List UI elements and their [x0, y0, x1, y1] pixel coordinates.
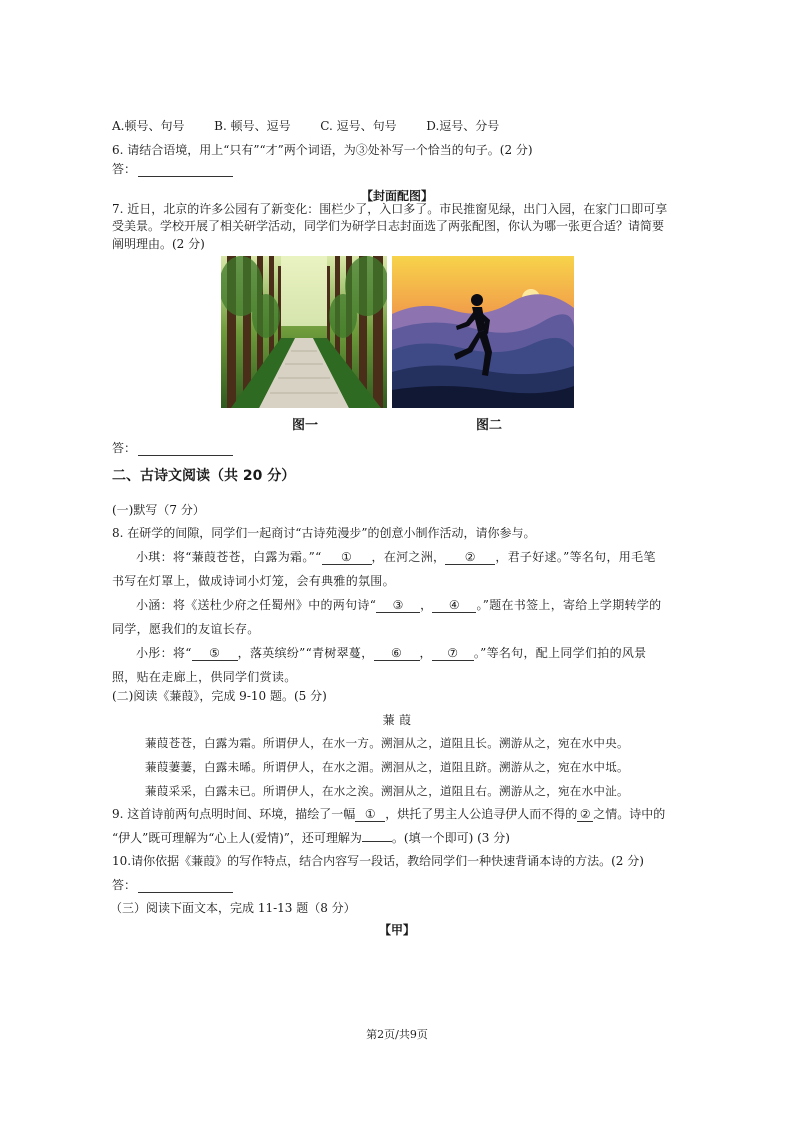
q8-han-line2: 同学，愿我们的友谊长存。	[112, 622, 260, 636]
blank-1[interactable]: ①	[322, 551, 372, 565]
option-c: C. 逗号、句号	[320, 119, 397, 133]
answer-blank[interactable]	[138, 443, 233, 456]
blank-7[interactable]: ⑦	[432, 647, 474, 661]
page-footer: 第2页/共9页	[366, 1028, 428, 1041]
q7-line2: 受美景。学校开展了相关研学活动，同学们为研学日志封面选了两张配图，你认为哪一张更合适？请简要	[112, 219, 665, 233]
jia-label: 【甲】	[378, 923, 415, 937]
q8-tong-line1: 小彤：将“ ⑤ ，落英缤纷”“青树翠蔓， ⑥ ， ⑦ 。”等名句，配上同学们拍的风景	[136, 646, 647, 660]
q7-answer	[112, 440, 233, 456]
poem-title: 蒹 葭	[382, 713, 412, 727]
blank-2[interactable]: ②	[445, 551, 495, 565]
poem-stanza-2: 蒹葭萋萋，白露未晞。所谓伊人，在水之湄。溯洄从之，道阻且跻。溯游从之，宛在水中坻。	[145, 760, 629, 774]
q8-intro: 8. 在研学的间隙，同学们一起商讨“古诗苑漫步”的创意小制作活动，请你参与。	[112, 526, 536, 540]
figure-2-caption: 图二	[476, 418, 503, 433]
answer-blank[interactable]	[138, 880, 233, 893]
option-a: A.顿号、句号	[112, 119, 185, 133]
q10-answer	[112, 877, 233, 893]
blank-4[interactable]: ④	[432, 599, 476, 613]
cover-section-title: 【封面配图】	[360, 189, 433, 203]
answer-label: 答：	[112, 878, 137, 892]
option-b: B. 顿号、逗号	[214, 119, 291, 133]
q9-line2: “伊人”既可理解为“心上人(爱情)”，还可理解为 。(填一个即可) (3 分)	[112, 831, 510, 845]
part-3-title: （三）阅读下面文本，完成 11-13 题（8 分）	[110, 901, 356, 915]
q9-blank-1[interactable]: ①	[355, 808, 385, 822]
q6-answer	[112, 161, 233, 177]
blank-5[interactable]: ⑤	[192, 647, 238, 661]
answer-label: 答：	[112, 162, 137, 176]
q9-line1: 9. 这首诗前两句点明时间、环境，描绘了一幅 ① ，烘托了男主人公追寻伊人而不得的 ② 之情。诗中的	[112, 807, 666, 821]
q8-han-line1: 小涵：将《送杜少府之任蜀州》中的两句诗“ ③ ， ④ 。”题在书签上，寄给上学期转学的	[136, 598, 662, 612]
q7-line3: 阐明理由。(2 分)	[112, 237, 205, 251]
blank-6[interactable]: ⑥	[374, 647, 420, 661]
q8-tong-line2: 照，贴在走廊上，供同学们赏读。	[112, 670, 297, 684]
part-1-title: (一)默写（7 分）	[112, 503, 205, 517]
q5-options	[112, 118, 499, 134]
q10-prompt: 10.请你依据《蒹葭》的写作特点，结合内容写一段话，教给同学们一种快速背诵本诗的方法。(2 分)	[112, 854, 644, 868]
figure-2-runner-silhouette	[392, 256, 574, 408]
figure-1-caption: 图一	[292, 418, 319, 433]
part-2-title: (二)阅读《蒹葭》，完成 9-10 题。(5 分)	[112, 689, 327, 703]
q8-qi-line2: 书写在灯罩上，做成诗词小灯笼，会有典雅的氛围。	[112, 574, 395, 588]
q6-prompt: 6. 请结合语境，用上“只有”“才”两个词语，为③处补写一个恰当的句子。(2 分)	[112, 143, 533, 157]
answer-label: 答：	[112, 441, 137, 455]
option-d: D.逗号、分号	[426, 119, 500, 133]
figure-1-forest-path	[221, 256, 387, 408]
blank-3[interactable]: ③	[376, 599, 420, 613]
answer-blank[interactable]	[138, 164, 233, 177]
q9-blank-2[interactable]: ②	[577, 808, 593, 822]
q7-line1: 7. 近日，北京的许多公园有了新变化：围栏少了，入口多了。市民推窗见绿，出门入园，在家门口即可享	[112, 202, 668, 216]
poem-stanza-1: 蒹葭苍苍，白露为霜。所谓伊人，在水一方。溯洄从之，道阻且长。溯游从之，宛在水中央。	[145, 736, 629, 750]
poem-stanza-3: 蒹葭采采，白露未已。所谓伊人，在水之涘。溯洄从之，道阻且右。溯游从之，宛在水中沚。	[145, 784, 629, 798]
section-2-title: 二、古诗文阅读（共 20 分）	[112, 468, 296, 484]
q9-blank-3[interactable]	[362, 841, 392, 842]
q8-qi-line1: 小琪：将“蒹葭苍苍，白露为霜。”“ ① ，在河之洲， ② ，君子好逑。”等名句，用毛笔	[136, 550, 656, 564]
